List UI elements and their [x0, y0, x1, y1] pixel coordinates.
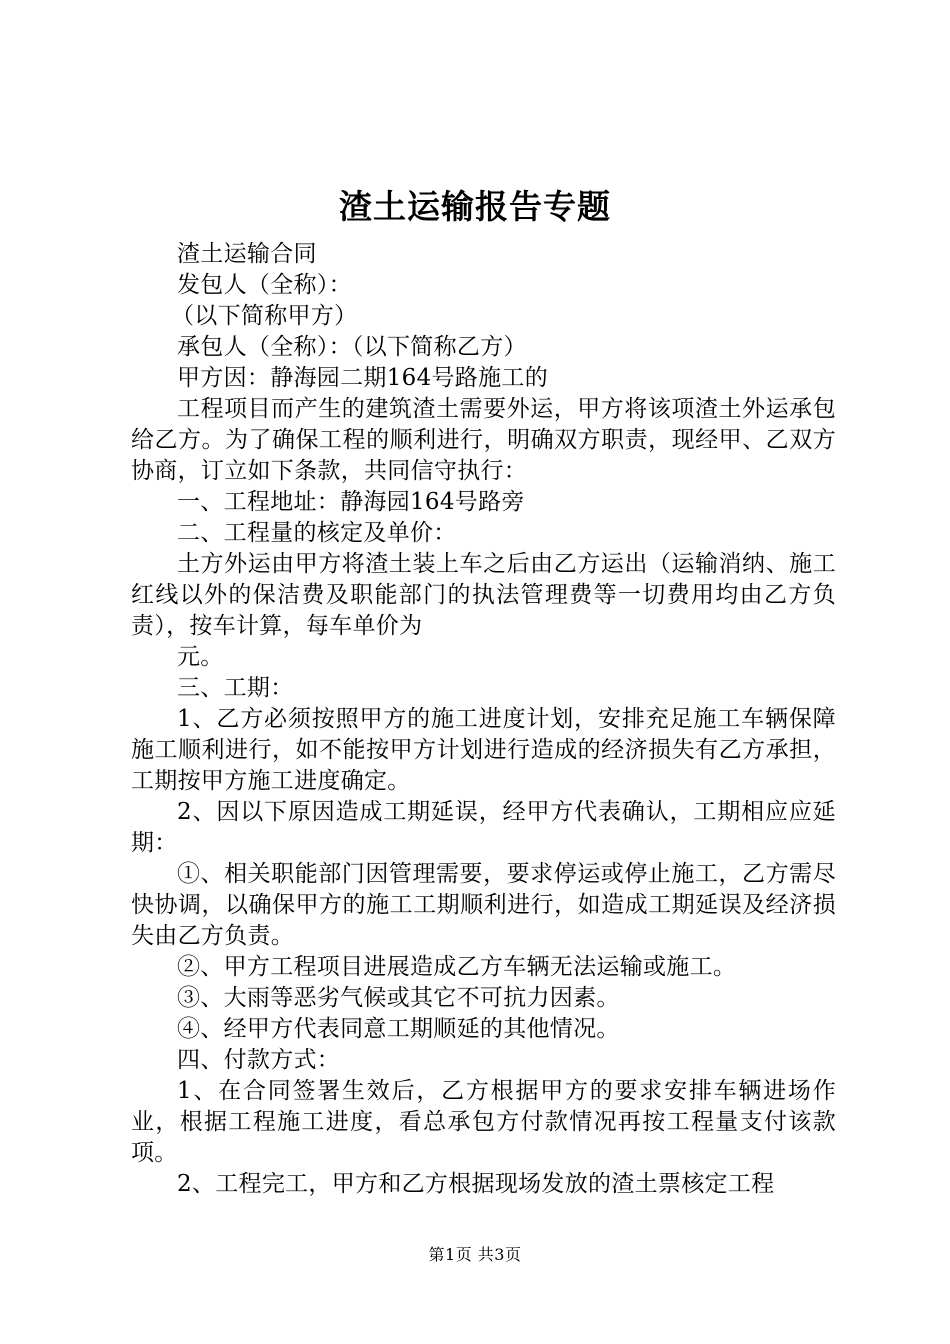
paragraph-delay-1: ①、相关职能部门因管理需要，要求停运或停止施工，乙方需尽快协调，以确保甲方的施工工期顺利进行，如造成工期延误及经济损失由乙方负责。 [131, 861, 836, 949]
page-footer: 第1页 共3页 [428, 1245, 522, 1264]
paragraph-schedule-2: 2、因以下原因造成工期延误，经甲方代表确认，工期相应应延期： [131, 799, 836, 856]
paragraph-payment-1: 1、在合同签署生效后，乙方根据甲方的要求安排车辆进场作业，根据工程施工进度，看总承包方付款情况再按工程量支付该款项。 [131, 1078, 836, 1166]
paragraph-section-2: 二、工程量的核定及单价： [177, 520, 457, 546]
paragraph-contractor: 承包人（全称）：（以下简称乙方） [177, 334, 527, 360]
paragraph-employer-short: （以下简称甲方） [171, 303, 358, 329]
paragraph-schedule-1: 1、乙方必须按照甲方的施工进度计划，安排充足施工车辆保障施工顺利进行，如不能按甲方计划进行造成的经济损失有乙方承担，工期按甲方施工进度确定。 [131, 706, 836, 794]
paragraph-currency: 元。 [177, 644, 224, 670]
paragraph-delay-3: ③、大雨等恶劣气候或其它不可抗力因素。 [177, 985, 620, 1011]
paragraph-pricing: 土方外运由甲方将渣土装上车之后由乙方运出（运输消纳、施工红线以外的保洁费及职能部门的执法管理费等一切费用均由乙方负责），按车计算，每车单价为 [131, 551, 836, 639]
paragraph-section-3: 三、工期： [177, 675, 294, 701]
paragraph-contract-name: 渣土运输合同 [177, 241, 317, 267]
paragraph-reason: 甲方因：静海园二期164号路施工的 [177, 365, 548, 391]
paragraph-section-1: 一、工程地址：静海园164号路旁 [177, 489, 525, 515]
document-body [131, 239, 836, 1200]
document-title: 渣土运输报告专题 [339, 187, 611, 226]
paragraph-payment-2: 2、工程完工，甲方和乙方根据现场发放的渣土票核定工程 [177, 1171, 775, 1197]
paragraph-delay-2: ②、甲方工程项目进展造成乙方车辆无法运输或施工。 [177, 954, 737, 980]
paragraph-project-intro: 工程项目而产生的建筑渣土需要外运，甲方将该项渣土外运承包给乙方。为了确保工程的顺利进行，明确双方职责，现经甲、乙双方协商，订立如下条款，共同信守执行： [131, 396, 836, 484]
paragraph-delay-4: ④、经甲方代表同意工期顺延的其他情况。 [177, 1016, 620, 1042]
paragraph-employer: 发包人（全称）： [177, 272, 352, 298]
paragraph-section-4: 四、付款方式： [177, 1047, 341, 1073]
